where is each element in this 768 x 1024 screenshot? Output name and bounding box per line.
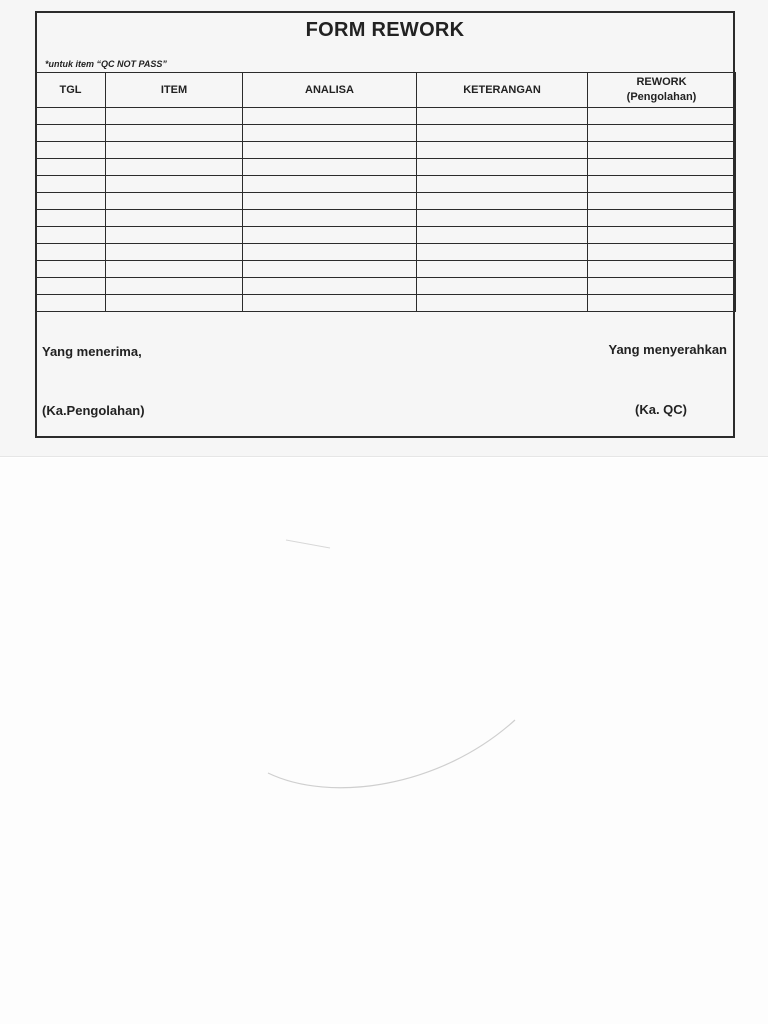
table-header-row: [36, 73, 736, 108]
table-cell: [417, 142, 588, 159]
table-cell: [243, 193, 417, 210]
table-cell: [36, 193, 106, 210]
column-header-tgl: [36, 73, 106, 108]
column-header-sublabel: (Pengolahan): [626, 91, 697, 103]
table-cell: [36, 210, 106, 227]
table-cell: [588, 227, 736, 244]
giver-label: Yang menyerahkan: [608, 342, 727, 357]
table-cell: [36, 244, 106, 261]
table-cell: [106, 176, 243, 193]
table-row: [36, 125, 736, 142]
table-cell: [588, 244, 736, 261]
table-cell: [588, 210, 736, 227]
table-cell: [417, 108, 588, 125]
column-header-keterangan: [417, 73, 588, 108]
column-header-label: ANALISA: [305, 83, 354, 96]
table-cell: [417, 125, 588, 142]
column-header-label: TGL: [59, 83, 82, 96]
receiver-role: (Ka.Pengolahan): [42, 403, 145, 418]
form-title: FORM REWORK: [305, 19, 465, 41]
table-cell: [106, 108, 243, 125]
table-row: [36, 278, 736, 295]
table-row: [36, 159, 736, 176]
form-frame: [35, 11, 735, 438]
table-row: [36, 142, 736, 159]
table-cell: [588, 295, 736, 312]
table-cell: [106, 142, 243, 159]
rework-table: [35, 72, 736, 312]
table-cell: [588, 125, 736, 142]
column-header-item: [106, 73, 243, 108]
table-cell: [417, 176, 588, 193]
column-header-analisa: [243, 73, 417, 108]
table-cell: [36, 108, 106, 125]
table-cell: [106, 210, 243, 227]
scan-scratch-mark: [0, 458, 768, 1024]
table-cell: [106, 125, 243, 142]
table-cell: [36, 295, 106, 312]
table-cell: [417, 244, 588, 261]
table-cell: [588, 159, 736, 176]
table-cell: [36, 176, 106, 193]
table-cell: [243, 142, 417, 159]
table-row: [36, 227, 736, 244]
column-header-rework: [588, 73, 736, 108]
table-cell: [243, 108, 417, 125]
form-sheet: [0, 0, 768, 457]
table-cell: [243, 176, 417, 193]
table-cell: [36, 142, 106, 159]
table-row: [36, 295, 736, 312]
table-cell: [243, 295, 417, 312]
table-cell: [36, 278, 106, 295]
column-header-label: REWORK: [636, 76, 687, 88]
table-row: [36, 193, 736, 210]
table-cell: [106, 159, 243, 176]
receiver-label: Yang menerima,: [42, 344, 142, 359]
table-cell: [417, 261, 588, 278]
table-cell: [588, 176, 736, 193]
table-cell: [243, 210, 417, 227]
table-cell: [106, 295, 243, 312]
table-row: [36, 210, 736, 227]
giver-role: (Ka. QC): [635, 402, 687, 417]
table-row: [36, 176, 736, 193]
table-cell: [243, 227, 417, 244]
table-cell: [106, 193, 243, 210]
table-cell: [588, 278, 736, 295]
table-cell: [36, 261, 106, 278]
table-cell: [243, 159, 417, 176]
table-cell: [588, 142, 736, 159]
column-header-label: ITEM: [160, 83, 188, 96]
table-cell: [417, 227, 588, 244]
column-header-label: KETERANGAN: [463, 83, 541, 96]
table-row: [36, 244, 736, 261]
table-cell: [417, 295, 588, 312]
table-cell: [106, 261, 243, 278]
table-cell: [417, 159, 588, 176]
table-cell: [417, 278, 588, 295]
table-body: [36, 108, 736, 312]
table-cell: [106, 227, 243, 244]
table-cell: [36, 125, 106, 142]
table-cell: [243, 261, 417, 278]
table-cell: [588, 193, 736, 210]
table-cell: [243, 278, 417, 295]
table-cell: [588, 261, 736, 278]
table-cell: [36, 159, 106, 176]
table-cell: [243, 125, 417, 142]
table-cell: [106, 278, 243, 295]
table-cell: [106, 244, 243, 261]
table-cell: [417, 193, 588, 210]
table-cell: [588, 108, 736, 125]
table-cell: [417, 210, 588, 227]
table-cell: [36, 227, 106, 244]
blank-page-area: [0, 458, 768, 1024]
form-note: *untuk item “QC NOT PASS”: [45, 59, 167, 69]
table-cell: [243, 244, 417, 261]
table-row: [36, 261, 736, 278]
table-row: [36, 108, 736, 125]
